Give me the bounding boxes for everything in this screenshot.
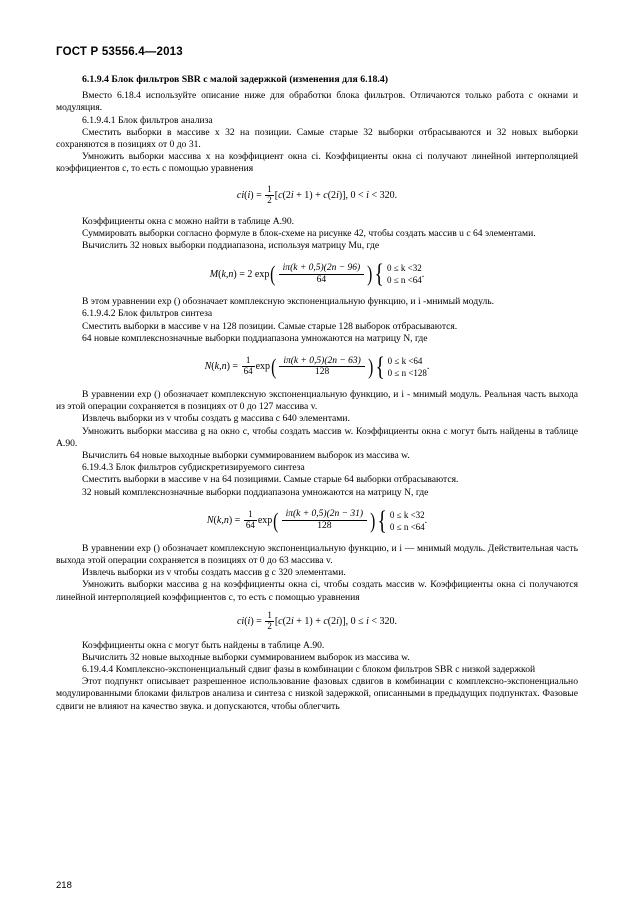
paragraph-s3-p3: В уравнении exp () обозначает комплексную экспоненциальную функцию, и i - мнимый модуль. Реальная часть выхода из этой операции сохраняется в позициях от 0 до 127 массива v. (56, 388, 578, 413)
paragraph-s4-p3: В уравнении exp () обозначает комплексную экспоненциальную функцию, и i — мнимый модуль. Действительная часть выхода этой операции сохраняется в позициях от 0 до 63 массива v. (56, 542, 578, 566)
page-content (56, 74, 578, 713)
formula-n2-condition-2: 0 ≤ n <64 (389, 521, 425, 532)
formula-matrix-n-2: N ( k,n ) = $\frac{1}{64}$ exp ( $\frac{i\pi(k + 0,5)(2n - 31)}{128}$ ) { 0 ≤ k <32 0 ≤ n <64 . (206, 505, 428, 535)
formula-n1-condition-1: 0 ≤ k <64 (387, 355, 423, 366)
paragraph-s4-p4: Извлечь выборки из v чтобы создать массив g с 320 элементами. (82, 567, 346, 579)
section-heading-6-1-9-4-2: 6.1.9.4.2 Блок фильтров синтеза (82, 308, 213, 320)
paragraph-s5-p1: Этот подпункт описывает разрешенное использование фазовых сдвигов в комбинации с комплексно-экспоненциально модулированными блоками фильтров анализа и синтеза с низкой задержкой, описанными в предыдущих подпунктах. Фазовые сдвиги не влияют на качество звука. и допускаются, чтобы облегчить (56, 676, 578, 712)
formula-ci-2: ci ( i ) = $\frac{1}{2}$ [ c (2 i + 1) + c (2 i )], 0 ≤ i < 320. (236, 610, 397, 631)
paragraph-s4-p1: Сместить выборки в массиве v на 64 позициями. Самые старые 64 выборки отбрасываются. (82, 474, 459, 486)
paragraph-s2-p4: Суммировать выборки согласно формуле в блок-схеме на рисунке 42, чтобы создать массив u с 64 элементами. (82, 227, 536, 239)
formula-n1-condition-2: 0 ≤ n <128 (387, 367, 427, 378)
page-header: ГОСТ Р 53556.4—2013 (56, 46, 183, 58)
section-heading-6-19-4-4: 6.19.4.4 Комплексно-экспоненциальный сдвиг фазы в комбинации с блоком фильтров SBR с низкой задержкой (82, 664, 536, 676)
formula-m-condition-1: 0 ≤ k <32 (386, 263, 422, 274)
paragraph-s2-p5: Вычислить 32 новых выборки поддиапазона, используя матрицу Mu, где (82, 239, 380, 251)
paragraph-s3-p5: Умножить выборки массива g на окно c, чтобы создать массив w. Коэффициенты окна c могут быть найдены в таблице А.90. (56, 425, 578, 449)
paragraph-s1-p1: Вместо 6.18.4 используйте описание ниже для обработки блока фильтров. Отличаются только работа с окнами и модуляция. (56, 90, 578, 114)
formula-m-condition-2: 0 ≤ n <64 (386, 275, 422, 286)
paragraph-s4-p5: Умножить выборки массива g на коэффициенты окна ci, чтобы создать массив w. Коэффициенты окна ci получаются линейной интерполяцией коэффициентов c, то есть с помощью уравнения (56, 579, 578, 603)
paragraph-s2-p2: Умножить выборки массива x на коэффициент окна ci. Коэффициенты окна ci получают линейной интерполяцией коэффициентов c, то есть с помощью уравнения (56, 151, 578, 175)
formula-ci-1: ci ( i ) = $\frac{1}{2}$ [ c (2 i + 1) + c (2 i )], 0 < i < 320. (236, 184, 398, 205)
paragraph-s3-p4: Извлечь выборки из v чтобы создать g массива с 640 элементами. (82, 413, 350, 425)
paragraph-s2-p1: Сместить выборки в массиве x 32 на позиции. Самые старые 32 выборки отбрасываются и 32 новых выборки сохраняются в позициях от 0 до 31. (56, 126, 578, 151)
formula-matrix-n-1: N ( k,n ) = $\frac{1}{64}$ exp ( $\frac{i\pi(k + 0,5)(2n - 63)}{128}$ ) { 0 ≤ k <64 0 ≤ n <128 . (204, 351, 430, 381)
section-heading-6-1-9-4: 6.1.9.4 Блок фильтров SBR с малой задержкой (изменения для 6.18.4) (82, 74, 389, 85)
paragraph-s4-p2: 32 новый комплекснозначные выборки поддиапазона умножаются на матрицу N, где (82, 486, 429, 498)
formula-n2-condition-1: 0 ≤ k <32 (389, 509, 425, 520)
section-heading-6-1-9-4-1: 6.1.9.4.1 Блок фильтров анализа (82, 114, 213, 126)
paragraph-s2-p6: В этом уравнении exp () обозначает комплексную экспоненциальную функцию, и i -мнимый модуль. (82, 296, 495, 308)
paragraph-s3-p1: Сместить выборки в массиве v на 128 позиции. Самые старые 128 выборок отбрасываются. (82, 320, 458, 332)
paragraph-s4-p6: Коэффициенты окна c могут быть найдены в таблице А.90. (82, 639, 325, 651)
section-heading-6-19-4-3: 6.19.4.3 Блок фильтров субдискретизируемого синтеза (82, 462, 305, 474)
paragraph-s2-p3: Коэффициенты окна c можно найти в таблице А.90. (82, 215, 295, 227)
paragraph-s3-p6: Вычислить 64 новые выходные выборки суммированием выборок из массива w. (82, 449, 410, 461)
paragraph-s3-p2: 64 новые комплекснозначные выборки поддиапазона умножаются на матрицу N, где (82, 332, 428, 344)
formula-matrix-m: M ( k,n ) = 2 exp ( $\frac{i\pi(k + 0,5)(2n - 96)}{64}$ ) { 0 ≤ k <32 0 ≤ n <64 . (209, 259, 425, 289)
page-number: 218 (56, 880, 72, 891)
paragraph-s4-p7: Вычислить 32 новые выходные выборки суммированием выборок из массива w. (82, 651, 410, 663)
